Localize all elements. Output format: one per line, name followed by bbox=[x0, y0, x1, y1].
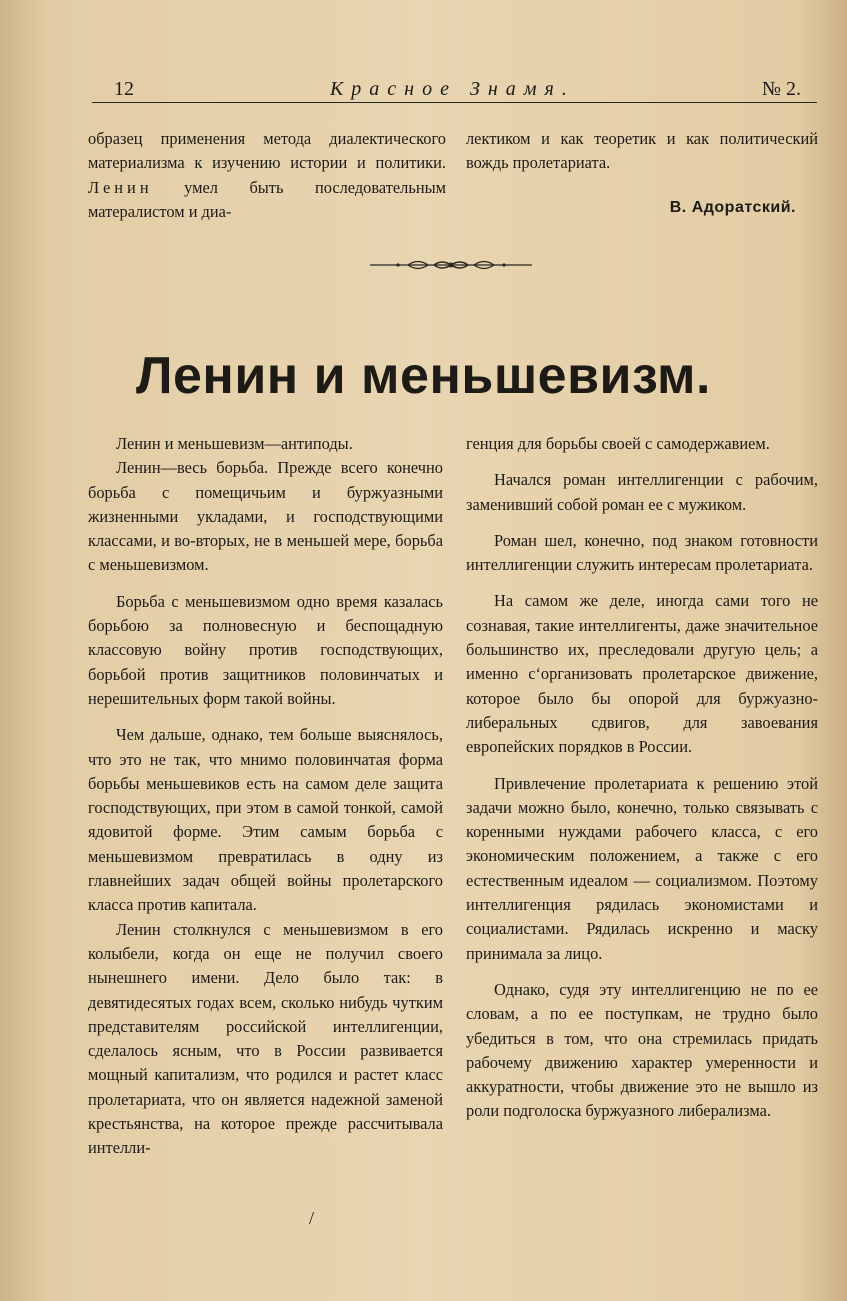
previous-article-paragraph: образец применения метода диалектического материализма к изучению истории и политики. Ленин умел быть последовательным матералистом и диа- bbox=[88, 129, 446, 221]
article-paragraph: Привлечение пролетариата к решению этой задачи можно было, конечно, только связывать с коренными нуждами рабочего класса, с его экономическим положением, а также с его естественным идеалом — социализмом. Поэтому интеллигенция рядилась экономистами и социалистами. Рядилась искренно и маску принимала за лицо. bbox=[466, 773, 818, 963]
article-paragraph: Роман шел, конечно, под знаком готовности интеллигенции служить интересам пролетариата. bbox=[466, 530, 818, 575]
divider-ornament bbox=[368, 257, 534, 273]
page-header bbox=[92, 74, 817, 104]
printer-mark: / bbox=[309, 1208, 315, 1228]
page-number: 12 bbox=[114, 78, 134, 100]
article-paragraph: Ленин и меньшевизм—антиподы. bbox=[116, 434, 353, 453]
previous-article-left-column bbox=[88, 127, 446, 224]
article-paragraph: Чем дальше, однако, тем больше выяснялось, что это не так, что мнимо половинчатая форма борьбы меньшевиков есть на самом деле защита господствующих, при этом в самой тонкой, самой ядовитой форме. Этим самым борьба с меньшевизмом превратилась в одну из главнейших задач общей войны пролетарского класса против капитала. bbox=[88, 725, 443, 915]
article-right-column bbox=[466, 432, 818, 1124]
article-paragraph: Однако, судя эту интеллигенцию не по ее словам, а по ее поступкам, не трудно было убедиться в том, что она стремилась придать рабочему движению характер умеренности и аккуратности, чтобы движение это не вышло из роли подголоска буржуазного либерализма. bbox=[466, 979, 818, 1121]
previous-article-paragraph-end: лектиком и как теоретик и как политический вождь пролетариата. bbox=[466, 129, 818, 173]
article-paragraph: Ленин столкнулся с меньшевизмом в его колыбели, когда он еще не получил своего нынешнего имени. Дело было так: в девятидесятых годах всем, сколько нибудь чутким представителям российской интеллигенции, сделалось ясным, что в России развивается мощный капитализм, что родился и растет класс пролетариата, что он является надежной заменой крестьянства, на которое прежде рассчитывала интелли- bbox=[88, 919, 443, 1158]
article-title: Ленин и меньшевизм. bbox=[136, 347, 711, 405]
issue-number: № 2. bbox=[761, 78, 801, 100]
header-rule bbox=[92, 102, 817, 103]
article-paragraph: Борьба с меньшевизмом одно время казалась борьбою за полновесную и беспощадную классовую войну против господствующих, борьбой против защитников половинчатых и нерешительных форм такой войны. bbox=[88, 591, 443, 708]
article-left-column bbox=[88, 432, 443, 1161]
article-paragraph: Начался роман интеллигенции с рабочим, заменивший собой роман ее с мужиком. bbox=[466, 470, 818, 514]
article-paragraph: Ленин—весь борьба. Прежде всего конечно борьба с помещичьим и буржуазными жизненными укладами, и господствующими классами, и во-вторых, не в меньшей мере, борьба с меньшевизмом. bbox=[88, 458, 443, 575]
lenin-name: Ленин bbox=[88, 177, 153, 197]
article-paragraph: генция для борьбы своей с самодержавием. bbox=[466, 434, 770, 453]
article-paragraph: На самом же деле, иногда сами того не сознавая, такие интеллигенты, даже значительное большинство их, преследовали другую цель; а именно с‘организовать пролетарское движение, которое было бы опорой для буржуазно-либеральных сдвигов, для завоевания европейских порядков в России. bbox=[466, 591, 818, 757]
journal-title: Красное Знамя. bbox=[330, 78, 575, 100]
previous-article-right-column bbox=[466, 127, 818, 220]
author-signature: В. Адоратский. bbox=[669, 198, 796, 216]
